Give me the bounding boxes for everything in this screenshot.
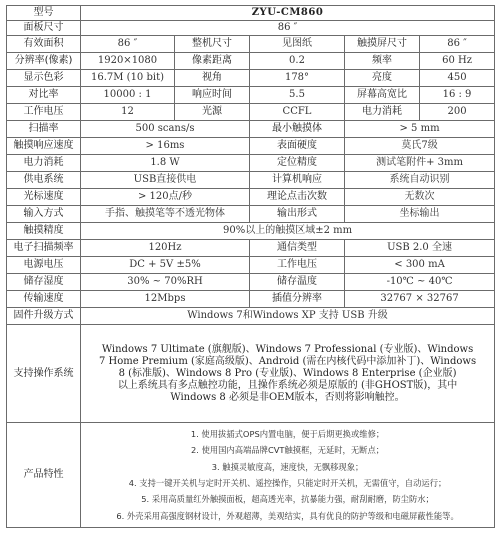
spec-label: 频率 xyxy=(345,53,420,70)
spec-row xyxy=(7,257,495,274)
panel-size-value: 86 ″ xyxy=(81,21,495,36)
os-line: 以上系统具有多点触控功能，且操作系统必须是原版的 (非GHOST版)，其中 xyxy=(117,379,458,391)
spec-row xyxy=(7,70,495,87)
spec-sheet xyxy=(6,5,494,528)
spec-value: 16 : 9 xyxy=(420,87,495,104)
spec-value: 86 ″ xyxy=(420,36,495,53)
spec-row xyxy=(7,104,495,121)
spec-label: 响应时间 xyxy=(175,87,250,104)
firmware-label: 固件升级方式 xyxy=(7,308,81,325)
spec-value: 86 ″ xyxy=(81,36,175,53)
spec-value: 12 xyxy=(81,104,175,121)
feature-item: 1. 使用拔插式OPS内置电脑，便于后期更换或维修； xyxy=(190,429,385,440)
spec-value: 10000 : 1 xyxy=(81,87,175,104)
touch-accuracy-value: 90%以上的触摸区域±2 mm xyxy=(81,223,495,240)
os-line: 8 (标准版)、Windows 8 Pro (专业版)、Windows 8 Enterprise (企业版) xyxy=(118,367,457,379)
os-line: Windows 8 必须是非OEM版本，否则将影响触控。 xyxy=(170,391,405,403)
spec-label: 触摸屏尺寸 xyxy=(345,36,420,53)
spec-label: 输入方式 xyxy=(7,206,81,223)
spec-label: 显示色彩 xyxy=(7,70,81,87)
spec-row xyxy=(7,274,495,291)
spec-row xyxy=(7,155,495,172)
spec-value: 12Mbps xyxy=(81,291,250,308)
spec-value: USB直接供电 xyxy=(81,172,250,189)
spec-value: 见图纸 xyxy=(250,36,345,53)
spec-value: 5.5 xyxy=(250,87,345,104)
spec-label: 理论点击次数 xyxy=(250,189,345,206)
spec-row xyxy=(7,291,495,308)
os-support-text xyxy=(81,325,495,423)
spec-label: 电子扫描频率 xyxy=(7,240,81,257)
spec-label: 储存湿度 xyxy=(7,274,81,291)
os-support-row xyxy=(7,325,495,423)
spec-value: 60 Hz xyxy=(420,53,495,70)
spec-value: 120Hz xyxy=(81,240,250,257)
spec-label: 整机尺寸 xyxy=(175,36,250,53)
spec-value: 1.8 W xyxy=(81,155,250,172)
features-label: 产品特性 xyxy=(7,423,81,528)
spec-row xyxy=(7,172,495,189)
feature-item: 2. 使用国内高端品牌CVT触摸框，无延时，无断点； xyxy=(191,445,385,456)
spec-value: > 5 mm xyxy=(345,121,495,138)
spec-row xyxy=(7,87,495,104)
spec-row xyxy=(7,53,495,70)
spec-label: 工作电压 xyxy=(7,104,81,121)
spec-value: USB 2.0 全速 xyxy=(345,240,495,257)
spec-row xyxy=(7,121,495,138)
spec-value: < 300 mA xyxy=(345,257,495,274)
spec-value: 0.2 xyxy=(250,53,345,70)
spec-label: 扫描率 xyxy=(7,121,81,138)
spec-label: 有效面积 xyxy=(7,36,81,53)
spec-value: 无数次 xyxy=(345,189,495,206)
features-list xyxy=(81,423,495,528)
spec-value: 32767 × 32767 xyxy=(345,291,495,308)
spec-label: 视角 xyxy=(175,70,250,87)
spec-label: 定位精度 xyxy=(250,155,345,172)
spec-row xyxy=(7,36,495,53)
os-support-label: 支持操作系统 xyxy=(7,325,81,423)
model-label: 型号 xyxy=(7,6,81,21)
spec-row xyxy=(7,206,495,223)
spec-label: 电源电压 xyxy=(7,257,81,274)
spec-row xyxy=(7,240,495,257)
spec-label: 分辨率(像素) xyxy=(7,53,81,70)
spec-value: CCFL xyxy=(250,104,345,121)
firmware-value: Windows 7和Windows XP 支持 USB 升级 xyxy=(81,308,495,325)
spec-value: DC + 5V ±5% xyxy=(81,257,250,274)
spec-value: 系统自动识别 xyxy=(345,172,495,189)
spec-label: 通信类型 xyxy=(250,240,345,257)
spec-label: 光标速度 xyxy=(7,189,81,206)
panel-size-label: 面板尺寸 xyxy=(7,21,81,36)
spec-row xyxy=(7,189,495,206)
spec-value: 手指、触摸笔等不透光物体 xyxy=(81,206,250,223)
spec-value: -10℃ ~ 40℃ xyxy=(345,274,495,291)
spec-value: 坐标输出 xyxy=(345,206,495,223)
feature-item: 5. 采用高质量红外触摸面板，超高透光率，抗暴能力强，耐刮耐磨，防尘防水； xyxy=(141,494,434,505)
touch-accuracy-row xyxy=(7,223,495,240)
spec-value: 450 xyxy=(420,70,495,87)
spec-label: 表面硬度 xyxy=(250,138,345,155)
touch-accuracy-label: 触摸精度 xyxy=(7,223,81,240)
spec-value: 莫氏7级 xyxy=(345,138,495,155)
spec-value: 16.7M (10 bit) xyxy=(81,70,175,87)
spec-value: 30% ~ 70%RH xyxy=(81,274,250,291)
model-value: ZYU-CM860 xyxy=(81,6,495,21)
firmware-row xyxy=(7,308,495,325)
os-line: 7 Home Premium (家庭高级版)、Android (需在内核代码中添加补丁)、Windows xyxy=(98,355,477,367)
spec-label: 插值分辨率 xyxy=(250,291,345,308)
spec-value: 500 scans/s xyxy=(81,121,250,138)
spec-table xyxy=(6,5,495,528)
spec-label: 最小触摸体 xyxy=(250,121,345,138)
spec-label: 对比率 xyxy=(7,87,81,104)
spec-label: 像素距离 xyxy=(175,53,250,70)
spec-value: 200 xyxy=(420,104,495,121)
spec-value: 1920×1080 xyxy=(81,53,175,70)
panel-size-row xyxy=(7,21,495,36)
spec-label: 计算机响应 xyxy=(250,172,345,189)
spec-row xyxy=(7,138,495,155)
spec-value: 测试笔附件+ 3mm xyxy=(345,155,495,172)
spec-label: 传输速度 xyxy=(7,291,81,308)
spec-label: 电力消耗 xyxy=(7,155,81,172)
spec-value: 178° xyxy=(250,70,345,87)
spec-value: > 120点/秒 xyxy=(81,189,250,206)
features-row xyxy=(7,423,495,528)
spec-label: 光源 xyxy=(175,104,250,121)
spec-label: 工作电压 xyxy=(250,257,345,274)
feature-item: 3. 触摸灵敏度高，速度快，无飘移现象； xyxy=(211,461,364,472)
os-line: Windows 7 Ultimate (旗舰版)、Windows 7 Professional (专业版)、Windows xyxy=(101,343,474,355)
spec-label: 输出形式 xyxy=(250,206,345,223)
spec-label: 供电系统 xyxy=(7,172,81,189)
feature-item: 4. 支持一键开关机与定时开关机、遥控操作，只能定时开关机，无需值守，自动运行； xyxy=(128,478,447,488)
feature-item: 6. 外壳采用高强度钢材设计，外观超薄，美观结实，具有优良的防护等级和电磁屏蔽性能等。 xyxy=(116,510,459,521)
spec-label: 触摸响应速度 xyxy=(7,138,81,155)
spec-label: 亮度 xyxy=(345,70,420,87)
model-row xyxy=(7,6,495,21)
spec-label: 电力消耗 xyxy=(345,104,420,121)
spec-label: 屏幕高宽比 xyxy=(345,87,420,104)
spec-label: 储存温度 xyxy=(250,274,345,291)
spec-value: > 16ms xyxy=(81,138,250,155)
